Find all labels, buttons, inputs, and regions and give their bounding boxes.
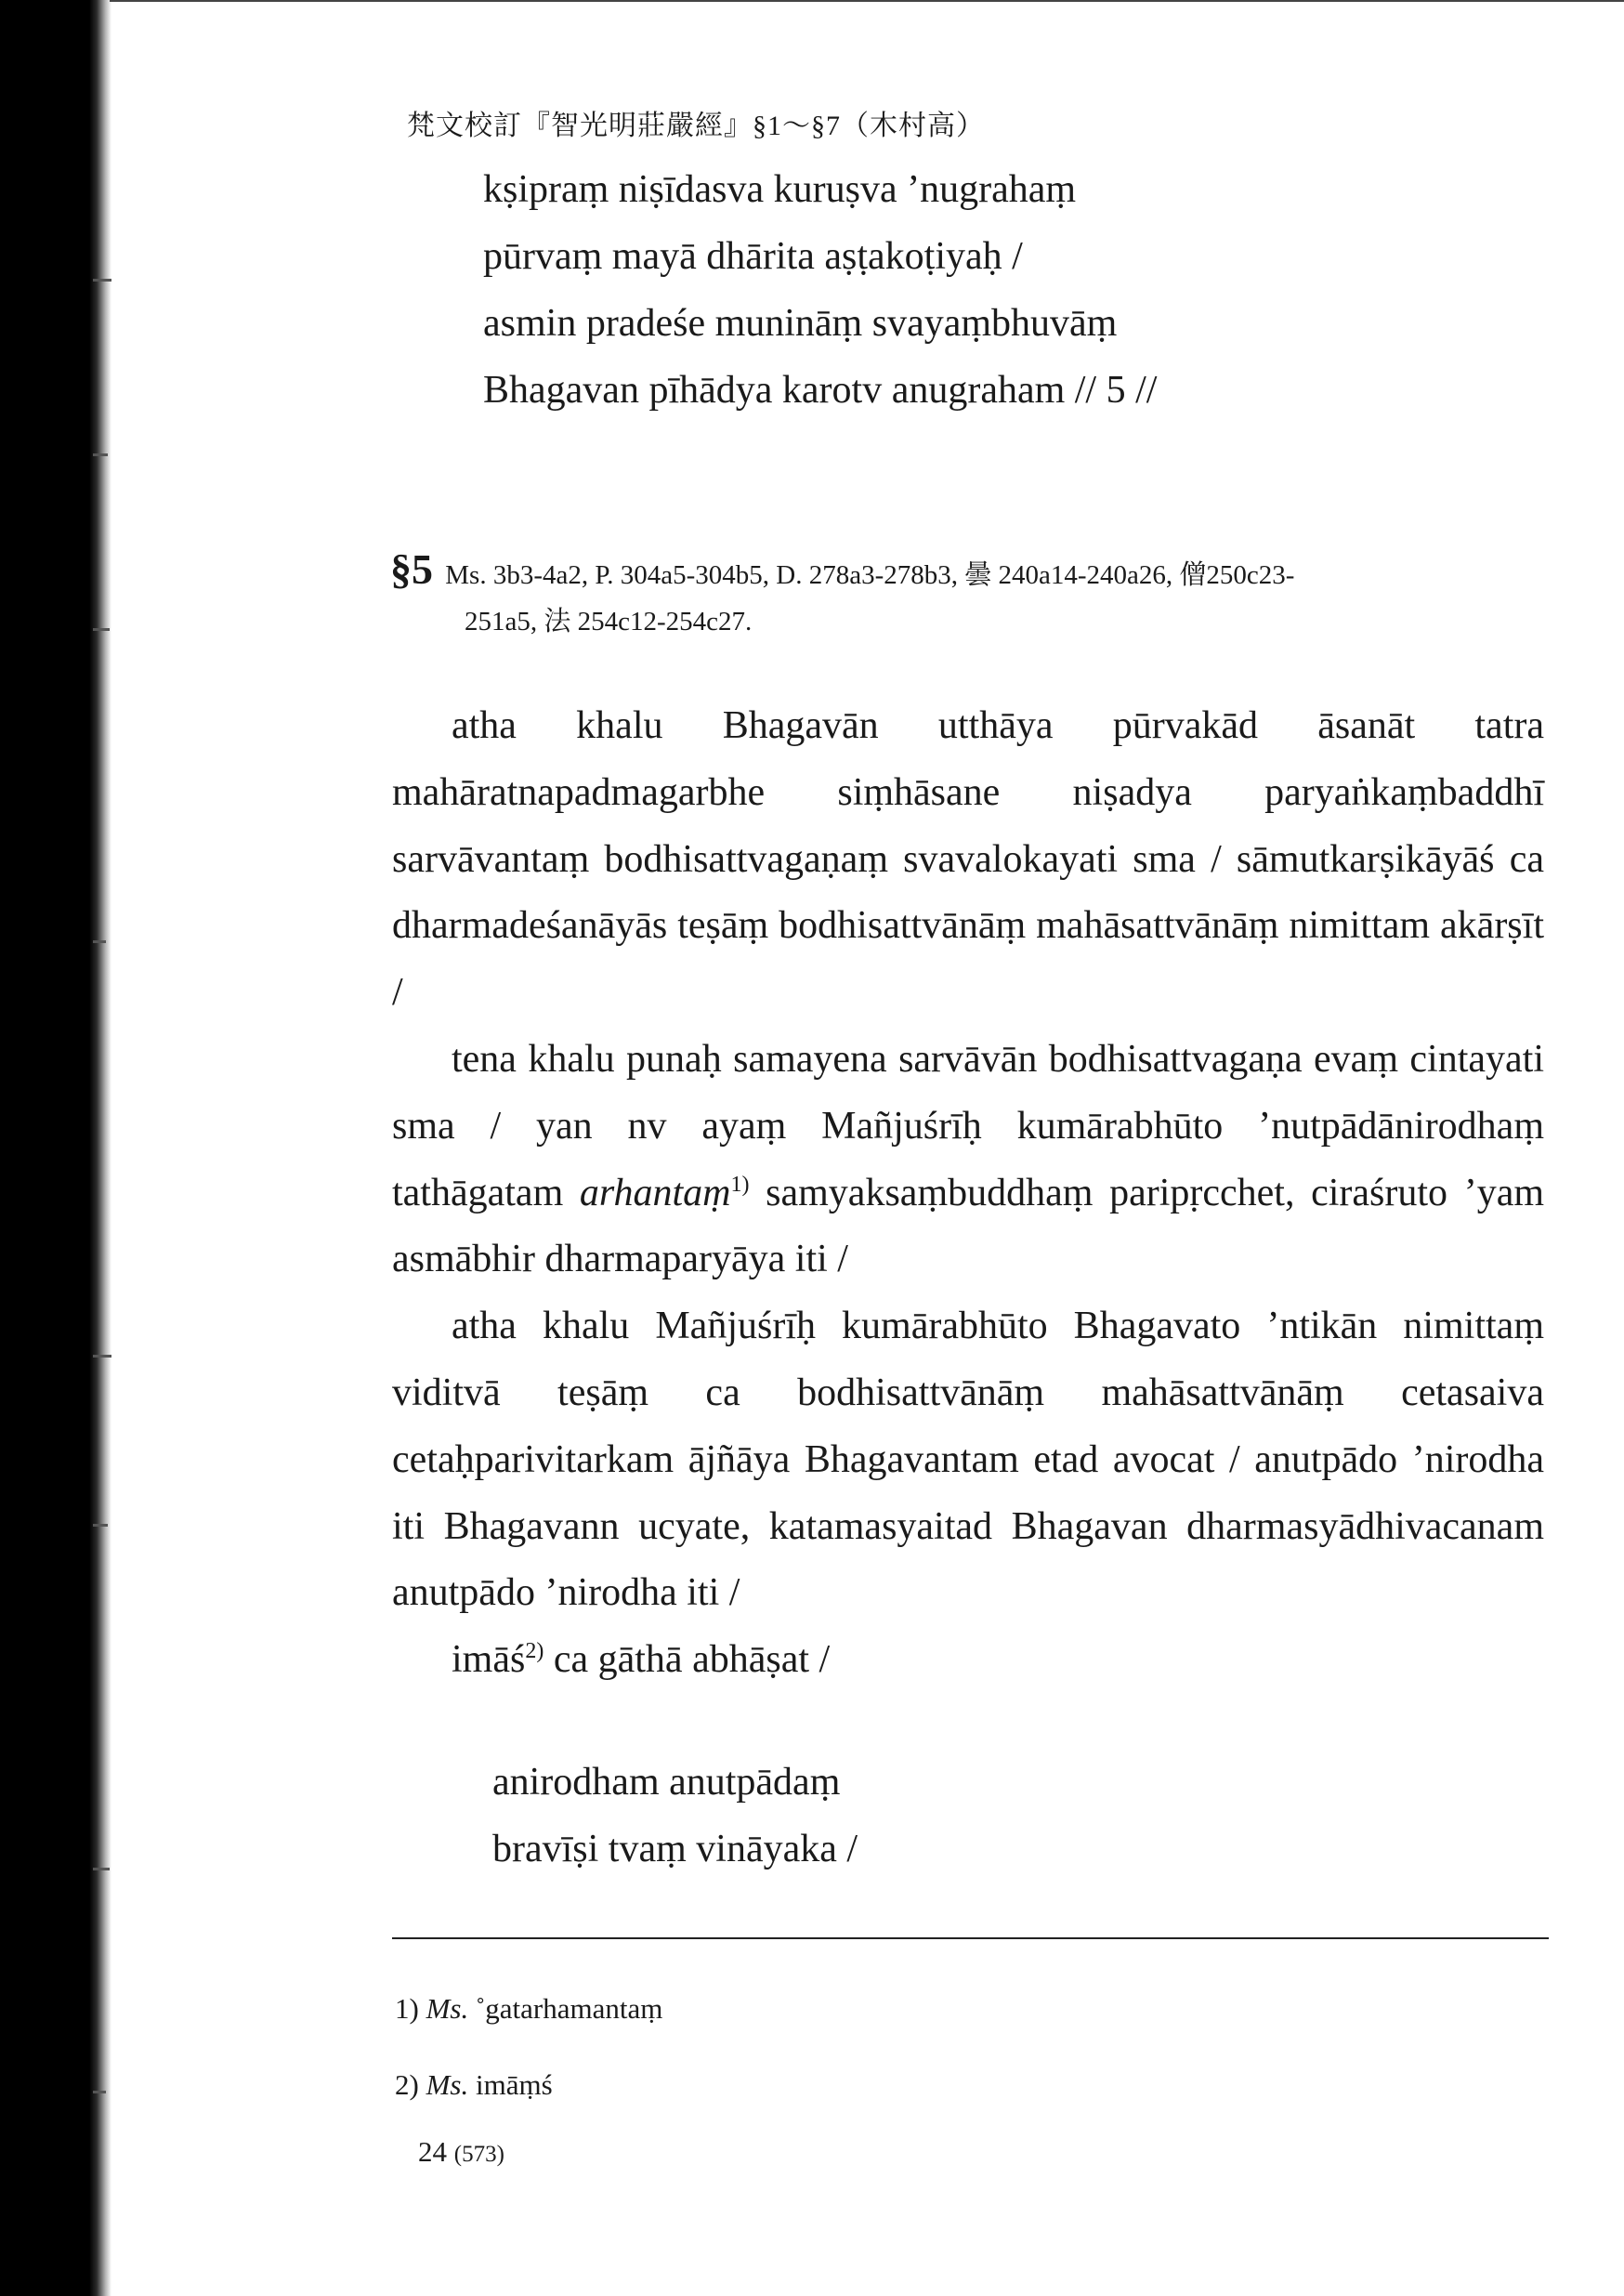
- page-number: [418, 2135, 504, 2169]
- verse-line: anirodham anutpādaṃ: [492, 1761, 841, 1804]
- scan-artifact: [93, 2091, 106, 2093]
- section-mark: §5: [390, 545, 433, 593]
- paragraph: atha khalu Mañjuśrīḥ kumārabhūto Bhagavato ’ntikān nimittaṃ viditvā teṣāṃ ca bodhisattvānāṃ mahāsattvānāṃ cetasaiva cetaḥparivitarkam ājñāya Bhagavantam etad avocat / anutpādo ’nirodha iti Bhagavann ucyate, katamasyaitad Bhagavan dharmasyādhivacanam anutpādo ’nirodha iti /: [392, 1305, 1544, 1615]
- footnote-text: imāṃś: [475, 2068, 553, 2101]
- prose-body: [392, 693, 1544, 1694]
- page-number-alt: (573): [453, 2142, 504, 2167]
- paragraph: [392, 1027, 1544, 1293]
- scan-artifact: [93, 628, 110, 631]
- footnote-text: ˚gatarhamantaṃ: [475, 1992, 663, 2025]
- page-top-edge: [110, 0, 1624, 2]
- verse-block-top: [483, 156, 1157, 424]
- footnote-ms: Ms.: [426, 1992, 469, 2025]
- verse-line: bravīṣi tvaṃ vināyaka /: [492, 1828, 858, 1870]
- scan-artifact: [93, 453, 108, 456]
- scan-artifact: [93, 279, 111, 282]
- paragraph-text: samyaksaṃbuddhaṃ paripṛcchet, ciraśruto ’yam asmābhir dharmaparyāya iti /: [392, 1171, 1544, 1281]
- footnote: [395, 1992, 662, 2026]
- footnote-number: 2): [395, 2068, 419, 2101]
- scan-artifact: [93, 1868, 110, 1870]
- footnote-ref: 1): [730, 1172, 750, 1197]
- scan-artifact: [93, 1524, 108, 1527]
- verse-line: pūrvaṃ mayā dhārita aṣṭakoṭiyaḥ /: [483, 235, 1023, 278]
- paragraph-text: tena khalu punaḥ samayena sarvāvān bodhisattvagaṇa evaṃ cintayati sma / yan nv ayaṃ Mañjuśrīḥ kumārabhūto ’nutpādānirodhaṃ tathāgatam: [392, 1037, 1544, 1214]
- scan-artifact: [93, 940, 106, 943]
- verse-line: kṣipraṃ niṣīdasva kuruṣva ’nugrahaṃ: [483, 168, 1077, 211]
- footnote-divider: [392, 1937, 1549, 1939]
- section-ref-line: 251a5, 法 254c12-254c27.: [465, 607, 753, 636]
- book-spine-shadow: [0, 0, 111, 2296]
- section-reference: [390, 546, 1542, 645]
- paragraph-text: ca gāthā abhāṣat /: [544, 1638, 831, 1682]
- verse-line: asmin pradeśe munināṃ svayaṃbhuvāṃ: [483, 302, 1118, 345]
- footnote-number: 1): [395, 1992, 419, 2025]
- footnote-ms: Ms.: [426, 2068, 469, 2101]
- verse-block-bottom: [492, 1749, 858, 1883]
- scan-artifact: [93, 1355, 111, 1358]
- footnote: [395, 2068, 553, 2102]
- paragraph: [392, 1627, 1544, 1694]
- page-number-value: 24: [418, 2135, 447, 2168]
- italic-term: arhantaṃ: [579, 1171, 731, 1214]
- verse-line: Bhagavan pīhādya karotv anugraham // 5 //: [483, 369, 1158, 412]
- running-header: 梵文校訂『智光明莊嚴經』§1～§7（木村高）: [407, 111, 985, 141]
- section-ref-line: Ms. 3b3-4a2, P. 304a5-304b5, D. 278a3-278b3, 曇 240a14-240a26, 僧250c23-: [445, 560, 1295, 590]
- paragraph: atha khalu Bhagavān utthāya pūrvakād āsanāt tatra mahāratnapadmagarbhe siṃhāsane niṣadya paryaṅkaṃbaddhī sarvāvantaṃ bodhisattvagaṇaṃ svavalokayati sma / sāmutkarṣikāyāś ca dharmadeśanāyās teṣāṃ bodhisattvānāṃ mahāsattvānāṃ nimittam akārṣīt /: [392, 704, 1544, 1015]
- footnote-ref: 2): [525, 1639, 544, 1664]
- paragraph-text: imāś: [452, 1638, 526, 1682]
